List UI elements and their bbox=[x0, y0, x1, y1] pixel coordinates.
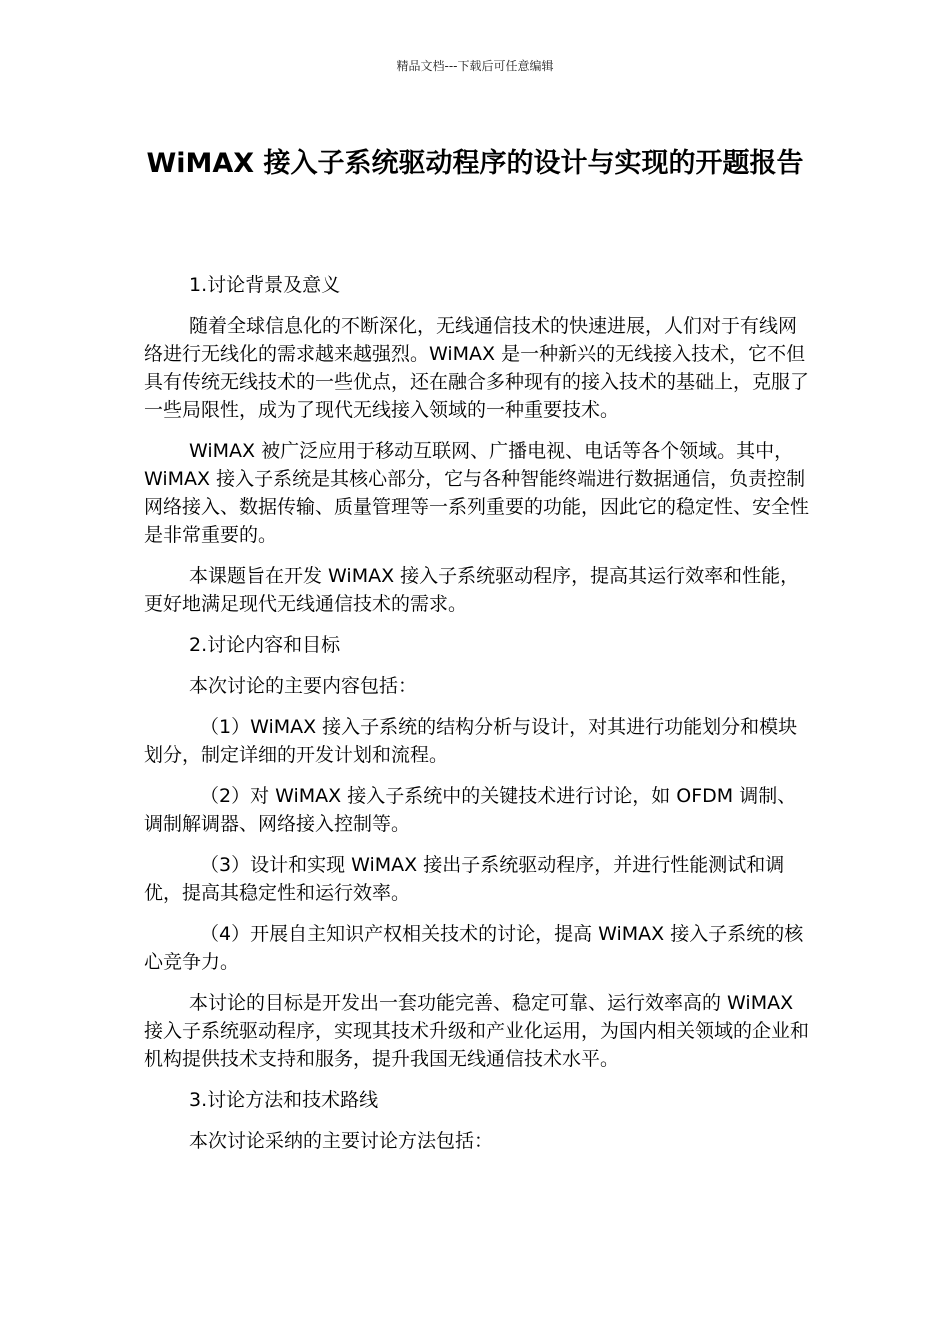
list-item: （2）对 WiMAX 接入子系统中的关键技术进行讨论，如 OFDM 调制、调制解调器、网络接入控制等。 bbox=[144, 785, 797, 835]
section-heading: 1.讨论背景及意义 bbox=[189, 274, 341, 296]
document-body bbox=[144, 271, 812, 1168]
section-heading: 3.讨论方法和技术路线 bbox=[189, 1089, 379, 1111]
page-header: 精品文档---下载后可任意编辑 bbox=[396, 59, 554, 73]
paragraph: 本次讨论采纳的主要讨论方法包括： bbox=[189, 1130, 494, 1152]
list-item: （1）WiMAX 接入子系统的结构分析与设计，对其进行功能划分和模块划分，制定详细的开发计划和流程。 bbox=[144, 716, 798, 766]
paragraph: 本讨论的目标是开发出一套功能完善、稳定可靠、运行效率高的 WiMAX 接入子系统驱动程序，实现其技术升级和产业化运用，为国内相关领域的企业和机构提供技术支持和服务，提升我国无线通信技术水平。 bbox=[144, 992, 810, 1070]
list-item: （3）设计和实现 WiMAX 接出子系统驱动程序，并进行性能测试和调优，提高其稳定性和运行效率。 bbox=[144, 854, 785, 904]
paragraph: WiMAX 被广泛应用于移动互联网、广播电视、电话等各个领域。其中，WiMAX 接入子系统是其核心部分，它与各种智能终端进行数据通信，负责控制网络接入、数据传输、质量管理等一系列重要的功能，因此它的稳定性、安全性是非常重要的。 bbox=[144, 440, 810, 546]
paragraph: 本次讨论的主要内容包括： bbox=[189, 675, 418, 697]
document-title: WiMAX 接入子系统驱动程序的设计与实现的开题报告 bbox=[146, 148, 804, 179]
section-heading: 2.讨论内容和目标 bbox=[189, 634, 341, 656]
list-item: （4）开展自主知识产权相关技术的讨论，提高 WiMAX 接入子系统的核心竞争力。 bbox=[144, 923, 804, 973]
paragraph: 随着全球信息化的不断深化，无线通信技术的快速进展，人们对于有线网络进行无线化的需求越来越强烈。WiMAX 是一种新兴的无线接入技术，它不但具有传统无线技术的一些优点，还在融合多种现有的接入技术的基础上，克服了一些局限性，成为了现代无线接入领域的一种重要技术。 bbox=[144, 315, 810, 421]
paragraph: 本课题旨在开发 WiMAX 接入子系统驱动程序，提高其运行效率和性能，更好地满足现代无线通信技术的需求。 bbox=[144, 565, 800, 615]
